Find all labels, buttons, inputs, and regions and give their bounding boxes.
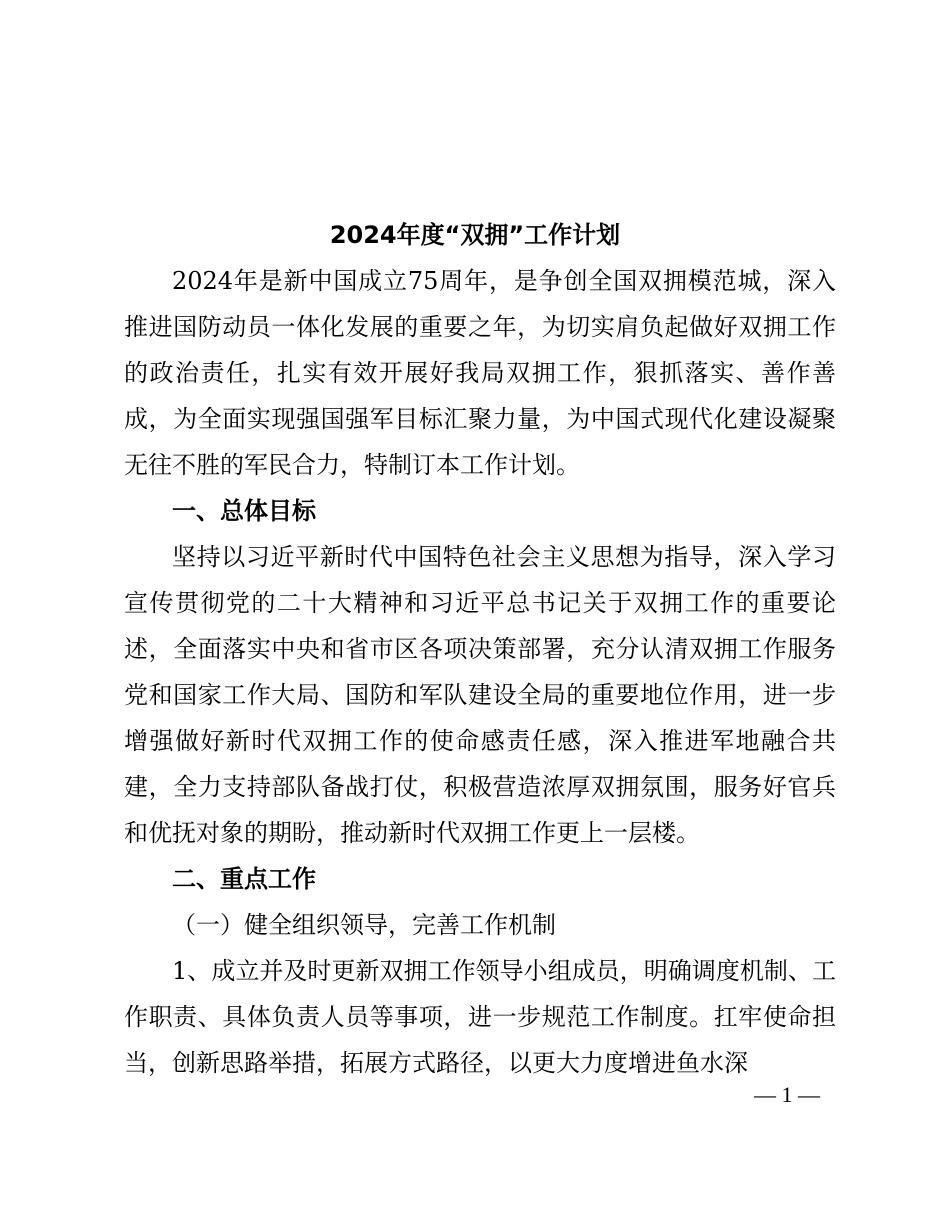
- subsection-heading-organization: （一）健全组织领导，完善工作机制: [172, 911, 556, 939]
- intro-paragraph: 2024年是新中国成立75周年，是争创全国双拥模范城，深入推进国防动员一体化发展的重要之年，为切实肩负起做好双拥工作的政治责任，扎实有效开展好我局双拥工作，狠抓落实、善作善成，为全面实现强国强军目标汇聚力量，为中国式现代化建设凝聚无往不胜的军民合力，特制订本工作计划。: [124, 267, 836, 479]
- document-body: [124, 258, 836, 1086]
- page-number: — 1 —: [754, 1082, 820, 1107]
- overall-goal-paragraph: 坚持以习近平新时代中国特色社会主义思想为指导，深入学习宣传贯彻党的二十大精神和习近平总书记关于双拥工作的重要论述，全面落实中央和省市区各项决策部署，充分认清双拥工作服务党和国家工作大局、国防和军队建设全局的重要地位作用，进一步增强做好新时代双拥工作的使命感责任感，深入推进军地融合共建，全力支持部队备战打仗，积极营造浓厚双拥氛围，服务好官兵和优抚对象的期盼，推动新时代双拥工作更上一层楼。: [124, 543, 836, 847]
- item-1-paragraph: 1、成立并及时更新双拥工作领导小组成员，明确调度机制、工作职责、具体负责人员等事项，进一步规范工作制度。扛牢使命担当，创新思路举措，拓展方式路径，以更大力度增进鱼水深: [124, 957, 836, 1077]
- document-title: 2024年度“双拥”工作计划: [329, 221, 621, 249]
- section-heading-key-work: 二、重点工作: [172, 865, 316, 893]
- section-heading-overall-goal: 一、总体目标: [172, 497, 316, 525]
